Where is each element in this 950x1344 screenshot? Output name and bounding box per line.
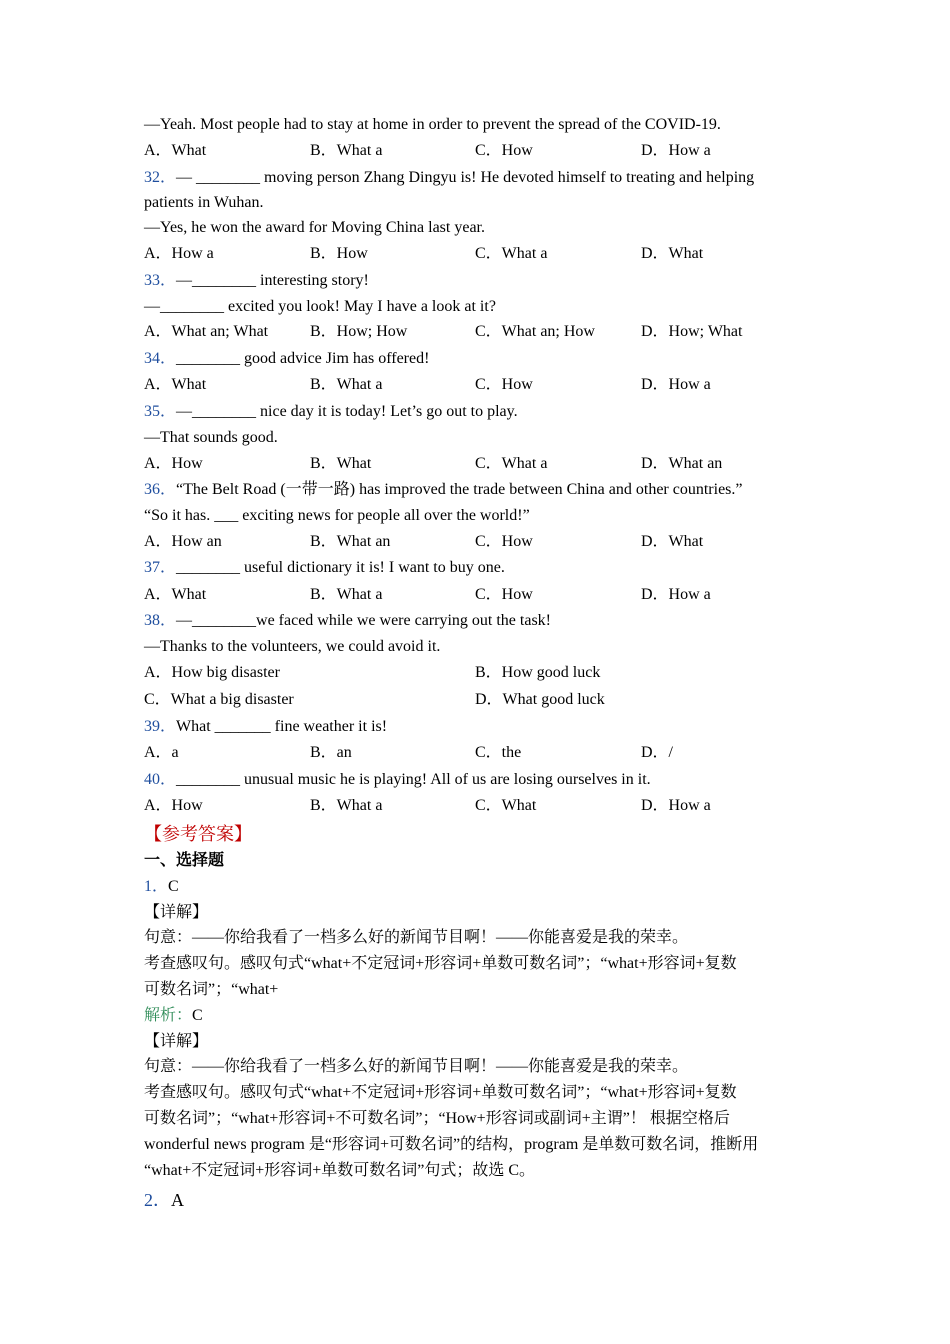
q38-options-row2 — [144, 690, 844, 710]
q40-stem: 40．________ unusual music he is playing! All of us are losing ourselves in it. — [144, 771, 651, 788]
option-a: A．What — [144, 376, 207, 393]
option-c: C．What a big disaster — [144, 691, 294, 708]
analysis-label: 解析： — [144, 1007, 193, 1024]
q33-stem: 33．—________ interesting story! — [144, 272, 369, 289]
option-a: A．How a — [144, 245, 214, 262]
option-c: C．What — [475, 797, 537, 814]
question-number: 40． — [144, 771, 177, 788]
option-c: C．How — [475, 533, 533, 550]
detail-label: 【详解】 — [144, 1033, 209, 1050]
q35-stem: 35．—________ nice day it is today! Let’s go out to play. — [144, 403, 518, 420]
option-d: D．How a — [641, 142, 711, 159]
q34-options — [144, 375, 844, 395]
explanation-line: 考查感叹句。感叹句式“what+不定冠词+形容词+单数可数名词”；“what+形容词+复数 — [144, 1084, 737, 1101]
question-number: 38． — [144, 612, 177, 629]
explanation-line: 考查感叹句。感叹句式“what+不定冠词+形容词+单数可数名词”；“what+形容词+复数 — [144, 955, 737, 972]
explanation-line: 可数名词”；“what+形容词+不可数名词”；“How+形容词或副词+主谓”！ 根据空格后 — [144, 1110, 730, 1127]
option-a: A．How — [144, 455, 203, 472]
q31-reply: —Yeah. Most people had to stay at home in order to prevent the spread of the COVID-19. — [144, 116, 721, 133]
option-c: C．What a — [475, 245, 548, 262]
option-b: B．What an — [310, 533, 391, 550]
option-d: D．What good luck — [475, 691, 605, 708]
option-d: D．How a — [641, 586, 711, 603]
q36-options — [144, 532, 844, 552]
explanation-line: 可数名词”；“what+ — [144, 981, 279, 998]
option-c: C．How — [475, 142, 533, 159]
sentence-meaning: 句意：——你给我看了一档多么好的新闻节目啊！——你能喜爱是我的荣幸。 — [144, 1058, 689, 1075]
sentence-meaning: 句意：——你给我看了一档多么好的新闻节目啊！——你能喜爱是我的荣幸。 — [144, 929, 689, 946]
answer-key-header: 【参考答案】 — [144, 824, 252, 844]
option-b: B．How good luck — [475, 664, 601, 681]
q40-options — [144, 796, 844, 816]
question-number: 34． — [144, 350, 177, 367]
q37-options — [144, 585, 844, 605]
question-number: 37． — [144, 559, 177, 576]
q37-stem: 37．________ useful dictionary it is! I want to buy one. — [144, 559, 505, 576]
option-c: C．How — [475, 376, 533, 393]
answer-2: 2．A — [144, 1190, 184, 1210]
explanation-line: wonderful news program 是“形容词+可数名词”的结构，program 是单数可数名词，推断用 — [144, 1136, 759, 1153]
q36-reply: “So it has. ___ exciting news for people all over the world!” — [144, 507, 530, 524]
option-b: B．How — [310, 245, 368, 262]
q32-stem: 32．— ________ moving person Zhang Dingyu is! He devoted himself to treating and helping — [144, 169, 755, 186]
option-b: B．What a — [310, 586, 383, 603]
question-number: 32． — [144, 169, 177, 186]
option-d: D．How; What — [641, 323, 743, 340]
option-a: A．How — [144, 797, 203, 814]
option-d: D．What an — [641, 455, 723, 472]
explanation-line: “what+不定冠词+形容词+单数可数名词”句式；故选 C。 — [144, 1162, 536, 1179]
option-d: D．How a — [641, 376, 711, 393]
option-a: A．What an; What — [144, 323, 269, 340]
option-b: B．an — [310, 744, 352, 761]
option-d: D．What — [641, 245, 704, 262]
q35-reply: —That sounds good. — [144, 429, 278, 446]
q36-stem: 36．“The Belt Road (一带一路) has improved the trade between China and other countries.” — [144, 481, 743, 498]
option-a: A．What — [144, 586, 207, 603]
option-b: B．What a — [310, 797, 383, 814]
analysis-line: 解析：C — [144, 1007, 203, 1024]
q32-stem-cont: patients in Wuhan. — [144, 194, 264, 211]
q38-reply: —Thanks to the volunteers, we could avoid it. — [144, 638, 441, 655]
q39-options — [144, 743, 844, 763]
section-title: 一、选择题 — [144, 852, 225, 869]
option-b: B．How; How — [310, 323, 408, 340]
option-b: B．What — [310, 455, 372, 472]
q38-options-row1 — [144, 663, 844, 683]
option-b: B．What a — [310, 376, 383, 393]
option-b: B．What a — [310, 142, 383, 159]
option-d: D．/ — [641, 744, 674, 761]
question-number: 36． — [144, 481, 177, 498]
q35-options — [144, 454, 844, 474]
option-c: C．What an; How — [475, 323, 595, 340]
question-number: 33． — [144, 272, 177, 289]
option-d: D．What — [641, 533, 704, 550]
answer-1: 1．C — [144, 878, 179, 895]
option-c: C．What a — [475, 455, 548, 472]
option-a: A．What — [144, 142, 207, 159]
q38-stem: 38．—________we faced while we were carrying out the task! — [144, 612, 551, 629]
q34-stem: 34．________ good advice Jim has offered! — [144, 350, 430, 367]
option-a: A．How an — [144, 533, 222, 550]
option-a: A．a — [144, 744, 179, 761]
q39-stem: 39．What _______ fine weather it is! — [144, 718, 388, 735]
question-number: 39． — [144, 718, 177, 735]
option-c: C．the — [475, 744, 522, 761]
q32-reply: —Yes, he won the award for Moving China last year. — [144, 219, 485, 236]
q33-options — [144, 322, 844, 342]
detail-label: 【详解】 — [144, 904, 209, 921]
q31-options — [144, 141, 844, 161]
q32-options — [144, 244, 844, 264]
q33-reply: —________ excited you look! May I have a look at it? — [144, 298, 496, 315]
option-a: A．How big disaster — [144, 664, 280, 681]
question-number: 35． — [144, 403, 177, 420]
option-c: C．How — [475, 586, 533, 603]
option-d: D．How a — [641, 797, 711, 814]
